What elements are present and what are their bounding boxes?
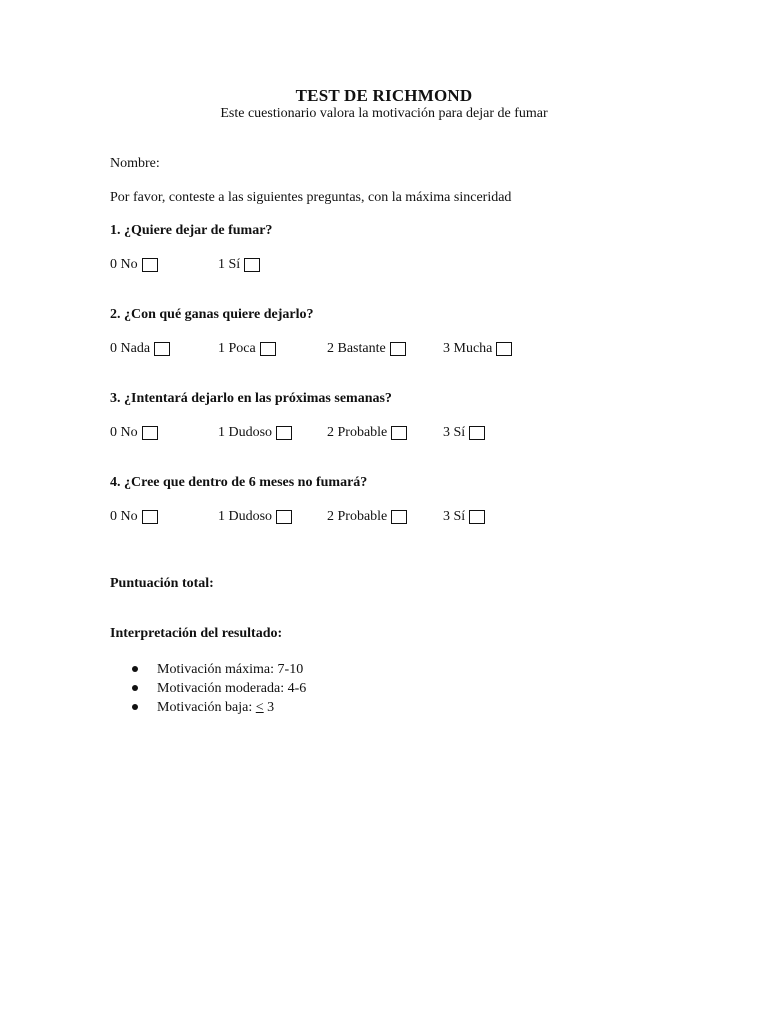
bullet-icon — [132, 704, 138, 710]
q1-option-1 — [218, 257, 260, 273]
checkbox[interactable] — [391, 426, 407, 440]
list-item-text: Motivación máxima: 7-10 — [157, 662, 304, 677]
option-label: 2 Bastante — [327, 341, 386, 356]
question-1: 1. ¿Quiere dejar de fumar? — [110, 223, 273, 238]
option-label: 0 No — [110, 509, 138, 524]
checkbox[interactable] — [390, 342, 406, 356]
checkbox[interactable] — [276, 426, 292, 440]
instructions-text: Por favor, conteste a las siguientes preguntas, con la máxima sinceridad — [110, 190, 512, 205]
option-label: 3 Mucha — [443, 341, 493, 356]
bullet-icon — [132, 666, 138, 672]
option-label: 1 Poca — [218, 341, 256, 356]
less-than-symbol: < — [255, 700, 264, 715]
list-item-text: Motivación baja: — [157, 700, 256, 715]
q2-option-2 — [327, 341, 406, 357]
question-3: 3. ¿Intentará dejarlo en las próximas semanas? — [110, 391, 392, 406]
checkbox[interactable] — [142, 510, 158, 524]
checkbox[interactable] — [276, 510, 292, 524]
checkbox[interactable] — [154, 342, 170, 356]
q4-option-0 — [110, 509, 158, 525]
list-item — [132, 698, 306, 717]
interpretation-heading: Interpretación del resultado: — [110, 626, 283, 641]
name-label: Nombre: — [110, 156, 160, 171]
q2-option-1 — [218, 341, 276, 357]
option-label: 0 Nada — [110, 341, 151, 356]
q2-option-0 — [110, 341, 170, 357]
option-label: 1 Dudoso — [218, 509, 273, 524]
q2-option-3 — [443, 341, 512, 357]
checkbox[interactable] — [391, 510, 407, 524]
list-item — [132, 660, 306, 679]
option-label: 0 No — [110, 257, 138, 272]
checkbox[interactable] — [142, 426, 158, 440]
checkbox[interactable] — [244, 258, 260, 272]
checkbox[interactable] — [469, 510, 485, 524]
checkbox[interactable] — [260, 342, 276, 356]
low-value: 3 — [263, 700, 275, 715]
list-item-text: Motivación moderada: 4-6 — [157, 681, 307, 696]
question-2: 2. ¿Con qué ganas quiere dejarlo? — [110, 307, 314, 322]
q4-option-3 — [443, 509, 485, 525]
checkbox[interactable] — [469, 426, 485, 440]
option-label: 3 Sí — [443, 509, 466, 524]
interpretation-list — [132, 660, 306, 717]
option-label: 0 No — [110, 425, 138, 440]
q3-option-2 — [327, 425, 407, 441]
q1-option-0 — [110, 257, 158, 273]
checkbox[interactable] — [496, 342, 512, 356]
q3-option-1 — [218, 425, 292, 441]
q4-option-2 — [327, 509, 407, 525]
option-label: 1 Sí — [218, 257, 241, 272]
option-label: 2 Probable — [327, 425, 388, 440]
option-label: 1 Dudoso — [218, 425, 273, 440]
bullet-icon — [132, 685, 138, 691]
total-score-label: Puntuación total: — [110, 576, 214, 591]
question-4: 4. ¿Cree que dentro de 6 meses no fumará? — [110, 475, 368, 490]
document-title: TEST DE RICHMOND — [295, 86, 473, 105]
q3-option-0 — [110, 425, 158, 441]
checkbox[interactable] — [142, 258, 158, 272]
q4-option-1 — [218, 509, 292, 525]
option-label: 3 Sí — [443, 425, 466, 440]
q3-option-3 — [443, 425, 485, 441]
list-item — [132, 679, 306, 698]
document-subtitle: Este cuestionario valora la motivación para dejar de fumar — [220, 106, 548, 121]
option-label: 2 Probable — [327, 509, 388, 524]
